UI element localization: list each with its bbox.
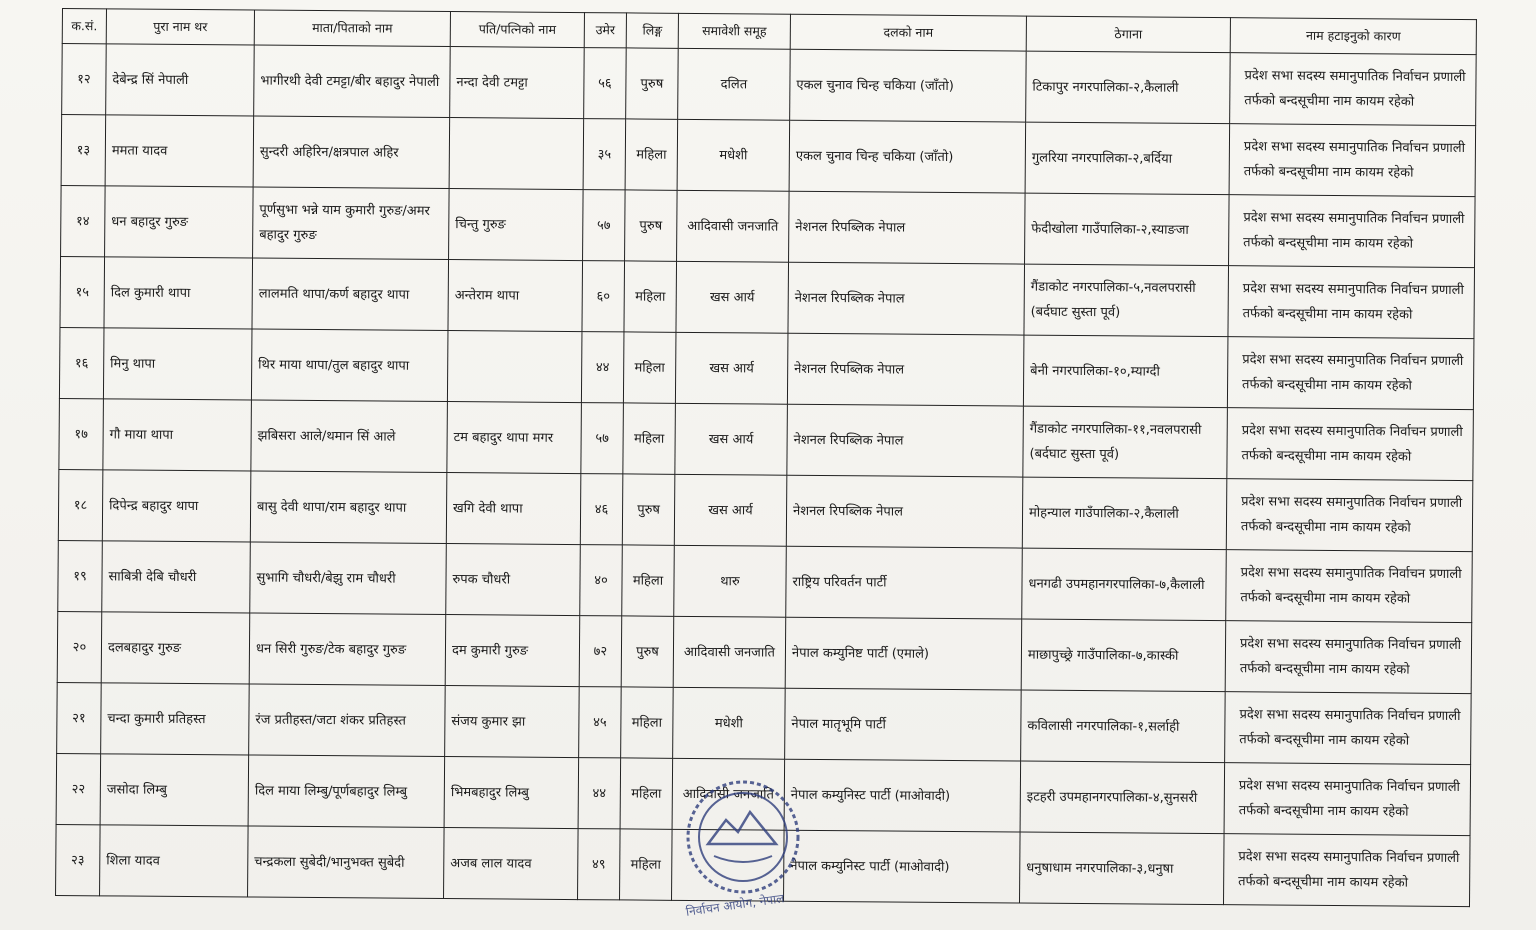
- cell-parents: चन्द्रकला सुबेदी/भानुभक्त सुबेदी: [248, 826, 445, 899]
- cell-spouse: रुपक चौधरी: [446, 544, 581, 616]
- cell-sn: २२: [56, 753, 101, 824]
- cell-address: इटहरी उपमहानगरपालिका-४,सुनसरी: [1020, 761, 1225, 834]
- table-row: [57, 682, 1472, 764]
- cell-age: ६०: [582, 261, 625, 332]
- cell-address: फेदीखोला गाउँपालिका-२,स्याङजा: [1025, 193, 1230, 266]
- cell-parents: दिल माया लिम्बु/पूर्णबहादुर लिम्बु: [248, 755, 445, 828]
- table-row: [61, 115, 1476, 197]
- header-group: समावेशी समूह: [678, 13, 790, 49]
- cell-reason: प्रदेश सभा सदस्य समानुपातिक निर्वाचन प्रणाली तर्फको बन्दसूचीमा नाम कायम रहेको: [1226, 479, 1473, 552]
- cell-reason: प्रदेश सभा सदस्य समानुपातिक निर्वाचन प्रणाली तर्फको बन्दसूचीमा नाम कायम रहेको: [1225, 692, 1472, 765]
- cell-address: मोहन्याल गाउँपालिका-२,कैलाली: [1022, 477, 1227, 550]
- cell-group: आदिवासी जनजाति: [677, 190, 790, 262]
- cell-address: कविलासी नगरपालिका-१,सर्लाही: [1021, 690, 1226, 763]
- cell-sn: १२: [62, 44, 107, 115]
- cell-gender: पुरुष: [626, 48, 679, 119]
- cell-age: ५६: [584, 48, 627, 119]
- cell-sn: १७: [59, 398, 104, 469]
- cell-reason: प्रदेश सभा सदस्य समानुपातिक निर्वाचन प्रणाली तर्फको बन्दसूचीमा नाम कायम रहेको: [1223, 834, 1470, 907]
- cell-gender: महिला: [624, 261, 677, 332]
- cell-gender: महिला: [623, 332, 676, 403]
- cell-party: एकल चुनाव चिन्ह चकिया (जाँतो): [789, 120, 1026, 193]
- cell-parents: थिर माया थापा/तुल बहादुर थापा: [251, 329, 448, 402]
- cell-age: ७२: [579, 616, 622, 687]
- cell-gender: महिला: [621, 687, 674, 758]
- cell-reason: प्रदेश सभा सदस्य समानुपातिक निर्वाचन प्रणाली तर्फको बन्दसूचीमा नाम कायम रहेको: [1229, 124, 1476, 197]
- cell-name: गौ माया थापा: [103, 399, 252, 471]
- cell-spouse: दम कुमारी गुरुङ: [445, 615, 580, 687]
- cell-party: नेशनल रिपब्लिक नेपाल: [788, 262, 1025, 335]
- cell-reason: प्रदेश सभा सदस्य समानुपातिक निर्वाचन प्रणाली तर्फको बन्दसूचीमा नाम कायम रहेको: [1226, 550, 1473, 623]
- cell-party: नेपाल कम्युनिस्ट पार्टी (माओवादी): [784, 830, 1021, 903]
- cell-party: नेपाल कम्युनिष्ट पार्टी (एमाले): [785, 617, 1022, 690]
- removed-candidates-table: [55, 8, 1477, 907]
- cell-group: दलित: [678, 48, 791, 120]
- cell-party: नेशनल रिपब्लिक नेपाल: [787, 404, 1024, 477]
- cell-name: दिपेन्द्र बहादुर थापा: [102, 470, 251, 542]
- header-spouse: पति/पत्निको नाम: [450, 12, 584, 48]
- cell-spouse: अजब लाल यादव: [444, 828, 579, 900]
- cell-parents: सुन्दरी अहिरिन/क्षत्रपाल अहिर: [253, 116, 450, 189]
- cell-group: खस आर्य: [675, 403, 788, 475]
- table-row: [59, 398, 1474, 480]
- cell-spouse: चिन्तु गुरुङ: [449, 189, 584, 261]
- table-row: [60, 256, 1475, 338]
- cell-group: खस आर्य: [676, 261, 789, 333]
- cell-spouse: नन्दा देवी टमट्टा: [450, 47, 585, 119]
- cell-name: चन्दा कुमारी प्रतिहस्त: [101, 683, 250, 755]
- cell-name: शिला यादव: [100, 825, 249, 897]
- cell-sn: १९: [58, 540, 103, 611]
- cell-party: नेपाल कम्युनिस्ट पार्टी (माओवादी): [784, 759, 1021, 832]
- cell-parents: सुभागि चौधरी/बेझु राम चौधरी: [250, 542, 447, 615]
- header-age: उमेर: [584, 13, 626, 48]
- cell-group: मधेशी: [673, 687, 786, 759]
- cell-spouse: खगि देवी थापा: [446, 473, 581, 545]
- cell-party: एकल चुनाव चिन्ह चकिया (जाँतो): [790, 49, 1027, 122]
- cell-parents: रंज प्रतीहस्त/जटा शंकर प्रतिहस्त: [249, 684, 446, 757]
- cell-gender: महिला: [625, 119, 678, 190]
- cell-party: नेशनल रिपब्लिक नेपाल: [789, 191, 1026, 264]
- cell-address: गैंडाकोट नगरपालिका-५,नवलपरासी (बर्दघाट सुस्ता पूर्व): [1024, 264, 1229, 337]
- cell-parents: लालमति थापा/कर्ण बहादुर थापा: [252, 258, 449, 331]
- cell-group: खस आर्य: [674, 474, 787, 546]
- table-row: [56, 753, 1471, 835]
- header-parents: माता/पिताको नाम: [254, 10, 450, 47]
- table-row: [61, 185, 1476, 267]
- table-row: [62, 44, 1477, 126]
- cell-age: ५७: [581, 403, 624, 474]
- cell-address: गुलरिया नगरपालिका-२,बर्दिया: [1025, 122, 1230, 195]
- cell-sn: १५: [60, 256, 105, 327]
- cell-age: ४४: [581, 332, 624, 403]
- table-row: [57, 611, 1472, 693]
- cell-gender: महिला: [623, 403, 676, 474]
- cell-sn: १८: [58, 469, 103, 540]
- cell-gender: महिला: [620, 758, 673, 829]
- cell-age: ४९: [578, 829, 621, 900]
- cell-name: देबेन्द्र सिं नेपाली: [106, 44, 255, 116]
- header-address: ठेगाना: [1026, 16, 1230, 53]
- table-row: [58, 540, 1473, 622]
- cell-address: बेनी नगरपालिका-१०,म्याग्दी: [1023, 335, 1228, 408]
- cell-address: माछापुच्छ्रे गाउँपालिका-७,कास्की: [1021, 619, 1226, 692]
- cell-age: ४६: [580, 474, 623, 545]
- header-reason: नाम हटाइनुको कारण: [1230, 18, 1476, 55]
- cell-age: ४४: [578, 758, 621, 829]
- table-row: [59, 327, 1474, 409]
- cell-name: जसोदा लिम्बु: [100, 754, 249, 826]
- cell-sn: २१: [57, 682, 102, 753]
- candidate-removal-sheet: [55, 8, 1476, 907]
- cell-age: ४५: [579, 687, 622, 758]
- cell-sn: १६: [59, 327, 104, 398]
- header-gender: लिङ्ग: [626, 13, 678, 48]
- cell-sn: १४: [61, 185, 106, 256]
- cell-name: धन बहादुर गुरुङ: [105, 186, 254, 258]
- cell-address: टिकापुर नगरपालिका-२,कैलाली: [1026, 51, 1231, 124]
- cell-gender: पुरुष: [621, 616, 674, 687]
- cell-parents: बासु देवी थापा/राम बहादुर थापा: [250, 471, 447, 544]
- cell-age: ३५: [583, 119, 626, 190]
- seal-caption: निर्वाचन आयोग, नेपाल: [685, 891, 786, 919]
- cell-parents: धन सिरी गुरुङ/टेक बहादुर गुरुङ: [249, 613, 446, 686]
- cell-group: आदिवासी जनजाति: [672, 758, 785, 830]
- cell-spouse: [447, 331, 582, 403]
- cell-age: ४०: [580, 545, 623, 616]
- cell-gender: महिला: [620, 829, 673, 900]
- cell-party: राष्ट्रिय परिवर्तन पार्टी: [786, 546, 1023, 619]
- cell-sn: २३: [56, 824, 101, 895]
- cell-group: मधेशी: [677, 119, 790, 191]
- cell-name: दिल कुमारी थापा: [104, 257, 253, 329]
- cell-age: ५७: [583, 190, 626, 261]
- cell-gender: पुरुष: [622, 474, 675, 545]
- header-name: पुरा नाम थर: [106, 9, 254, 45]
- cell-party: नेशनल रिपब्लिक नेपाल: [787, 333, 1024, 406]
- cell-spouse: [449, 118, 584, 190]
- cell-name: साबित्री देबि चौधरी: [102, 541, 251, 613]
- cell-gender: पुरुष: [625, 190, 678, 261]
- cell-parents: भागीरथी देवी टमट्टा/बीर बहादुर नेपाली: [254, 45, 451, 118]
- cell-address: धनगढी उपमहानगरपालिका-७,कैलाली: [1022, 548, 1227, 621]
- cell-address: धनुषाधाम नगरपालिका-३,धनुषा: [1019, 832, 1224, 905]
- cell-party: नेशनल रिपब्लिक नेपाल: [786, 475, 1023, 548]
- cell-reason: प्रदेश सभा सदस्य समानुपातिक निर्वाचन प्रणाली तर्फको बन्दसूचीमा नाम कायम रहेको: [1229, 195, 1476, 268]
- cell-group: खस आर्य: [675, 332, 788, 404]
- cell-gender: महिला: [622, 545, 675, 616]
- cell-reason: प्रदेश सभा सदस्य समानुपातिक निर्वाचन प्रणाली तर्फको बन्दसूचीमा नाम कायम रहेको: [1225, 621, 1472, 694]
- cell-parents: झबिसरा आले/थमान सिं आले: [251, 400, 448, 473]
- cell-spouse: संजय कुमार झा: [445, 686, 580, 758]
- cell-name: मिनु थापा: [103, 328, 252, 400]
- cell-spouse: टम बहादुर थापा मगर: [447, 402, 582, 474]
- cell-reason: प्रदेश सभा सदस्य समानुपातिक निर्वाचन प्रणाली तर्फको बन्दसूचीमा नाम कायम रहेको: [1228, 266, 1475, 339]
- cell-sn: १३: [61, 115, 106, 186]
- cell-parents: पूर्णसुभा भन्ने याम कुमारी गुरुङ/अमर बहादुर गुरुङ: [253, 187, 450, 260]
- cell-spouse: भिमबहादुर लिम्बु: [444, 757, 579, 829]
- cell-reason: प्रदेश सभा सदस्य समानुपातिक निर्वाचन प्रणाली तर्फको बन्दसूचीमा नाम कायम रहेको: [1224, 763, 1471, 836]
- table-row: [58, 469, 1473, 551]
- cell-sn: २०: [57, 611, 102, 682]
- cell-reason: प्रदेश सभा सदस्य समानुपातिक निर्वाचन प्रणाली तर्फको बन्दसूचीमा नाम कायम रहेको: [1227, 337, 1474, 410]
- cell-reason: प्रदेश सभा सदस्य समानुपातिक निर्वाचन प्रणाली तर्फको बन्दसूचीमा नाम कायम रहेको: [1227, 408, 1474, 481]
- header-sn: क.सं.: [62, 9, 106, 44]
- cell-party: नेपाल मातृभूमि पार्टी: [785, 688, 1022, 761]
- cell-group: थारु: [674, 545, 787, 617]
- cell-name: ममता यादव: [105, 115, 254, 187]
- header-party: दलको नाम: [790, 14, 1026, 51]
- cell-reason: प्रदेश सभा सदस्य समानुपातिक निर्वाचन प्रणाली तर्फको बन्दसूचीमा नाम कायम रहेको: [1230, 53, 1477, 126]
- cell-name: दलबहादुर गुरुङ: [101, 612, 250, 684]
- cell-spouse: अन्तेराम थापा: [448, 260, 583, 332]
- cell-address: गैंडाकोट नगरपालिका-११,नवलपरासी (बर्दघाट सुस्ता पूर्व): [1023, 406, 1228, 479]
- cell-group: आदिवासी जनजाति: [673, 616, 786, 688]
